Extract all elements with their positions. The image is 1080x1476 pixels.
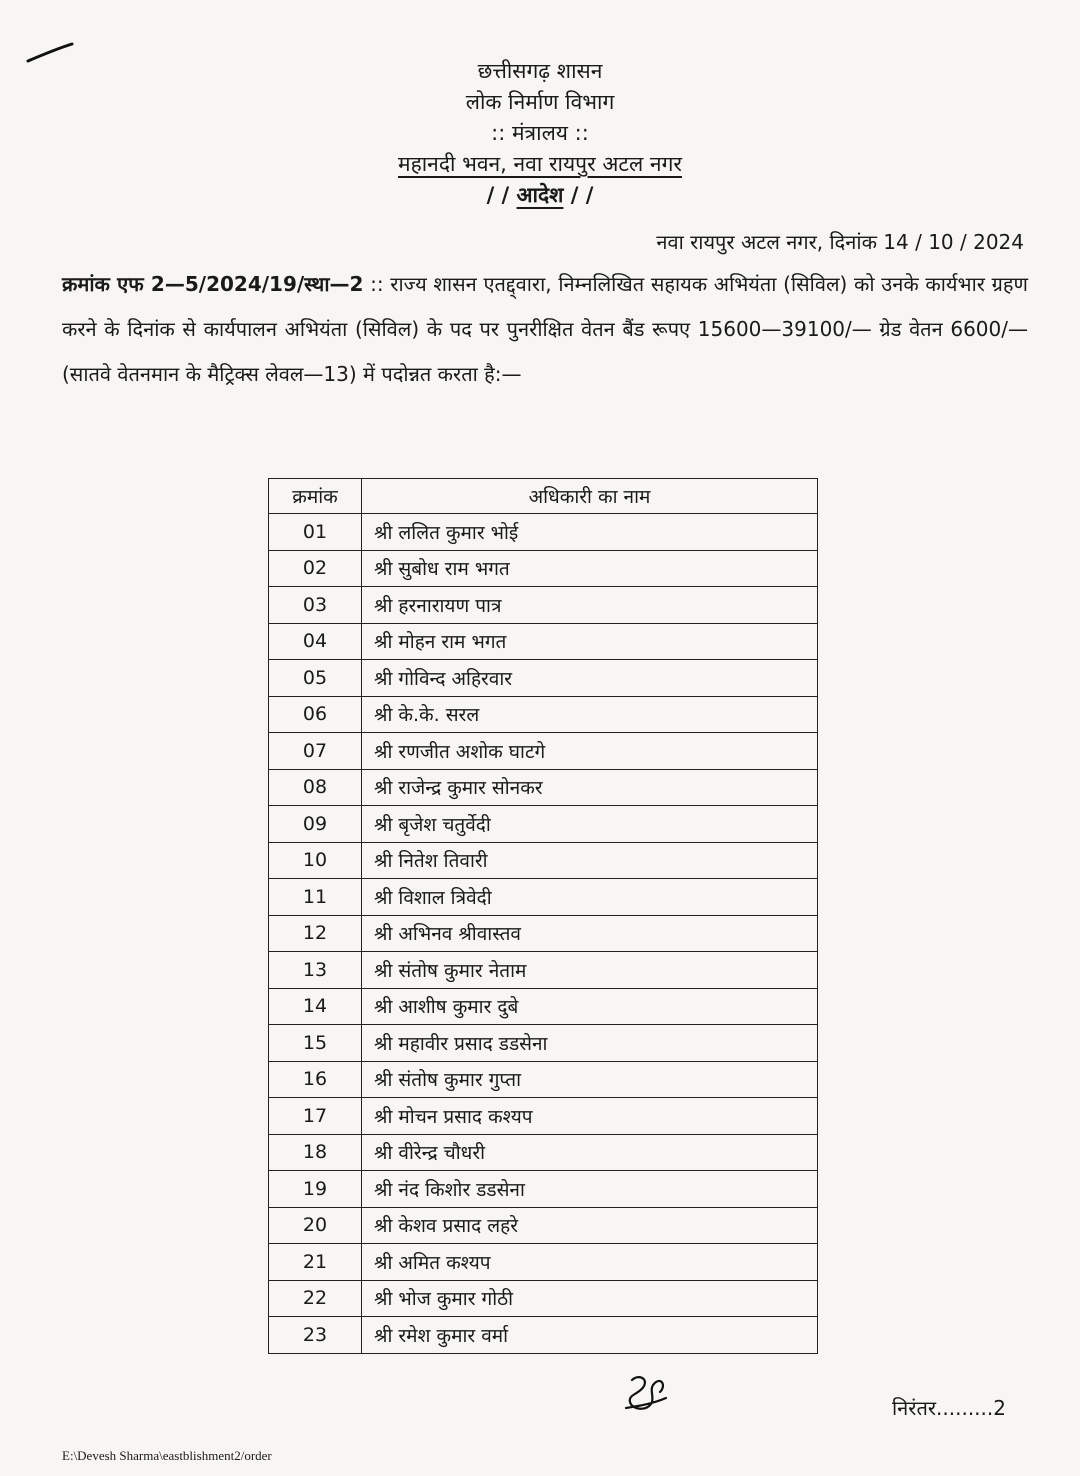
serial-number-cell: 09 [269,806,362,843]
serial-number-cell: 01 [269,514,362,551]
serial-number-cell: 22 [269,1280,362,1317]
order-body: :: राज्य शासन एतद्द्वारा, निम्नलिखित सहायक अभियंता (सिविल) को उनके कार्यभार ग्रहण करने के दिनांक से कार्यपालन अभियंता (सिविल) के पद पर पुनरीक्षित वेतन बैंड रूपए 15600—39100/— ग्रेड वेतन 6600/—(सातवे वेतनमान के मैट्रिक्स लेवल—13) में पदोन्नत करता है:— [62,272,1028,386]
table-row [269,769,818,806]
table-row [269,1061,818,1098]
table-row [269,1171,818,1208]
table-row [269,733,818,770]
serial-number-cell: 04 [269,623,362,660]
officer-name-cell: श्री विशाल त्रिवेदी [362,879,818,916]
officer-name-cell: श्री ललित कुमार भोई [362,514,818,551]
office-address: महानदी भवन, नवा रायपुर अटल नगर [398,152,682,176]
officer-name-cell: श्री अभिनव श्रीवास्तव [362,915,818,952]
serial-number-cell: 03 [269,587,362,624]
serial-number-cell: 21 [269,1244,362,1281]
serial-number-cell: 08 [269,769,362,806]
officer-name-cell: श्री राजेन्द्र कुमार सोनकर [362,769,818,806]
officer-name-cell: श्री महावीर प्रसाद डडसेना [362,1025,818,1062]
officer-name-cell: श्री संतोष कुमार गुप्ता [362,1061,818,1098]
officer-name-cell: श्री बृजेश चतुर्वेदी [362,806,818,843]
serial-number-cell: 10 [269,842,362,879]
table-row [269,1134,818,1171]
table-row [269,514,818,551]
order-paragraph [62,262,1028,397]
officer-name-cell: श्री संतोष कुमार नेताम [362,952,818,989]
government-name: छत्तीसगढ़ शासन [477,59,603,83]
table-row [269,879,818,916]
officer-name-cell: श्री गोविन्द अहिरवार [362,660,818,697]
serial-number-cell: 11 [269,879,362,916]
serial-number-cell: 23 [269,1317,362,1354]
signature-mark [618,1368,674,1416]
column-header-serial: क्रमांक [269,479,362,514]
table-row [269,915,818,952]
serial-number-cell: 05 [269,660,362,697]
officer-name-cell: श्री मोचन प्रसाद कश्यप [362,1098,818,1135]
table-row [269,696,818,733]
serial-number-cell: 07 [269,733,362,770]
officer-name-cell: श्री हरनारायण पात्र [362,587,818,624]
officers-table [268,478,818,1354]
table-row [269,660,818,697]
table-row [269,550,818,587]
serial-number-cell: 18 [269,1134,362,1171]
table-row [269,842,818,879]
serial-number-cell: 14 [269,988,362,1025]
table-row [269,806,818,843]
serial-number-cell: 06 [269,696,362,733]
table-row [269,1280,818,1317]
table-row [269,1317,818,1354]
table-row [269,587,818,624]
continued-marker: निरंतर.........2 [892,1396,1006,1420]
table-row [269,1244,818,1281]
serial-number-cell: 12 [269,915,362,952]
place-and-date: नवा रायपुर अटल नगर, दिनांक 14 / 10 / 2024 [656,230,1024,254]
order-heading [0,180,1080,211]
officer-name-cell: श्री वीरेन्द्र चौधरी [362,1134,818,1171]
order-number: क्रमांक एफ 2—5/2024/19/स्था—2 [62,272,364,296]
table-row [269,1207,818,1244]
officer-name-cell: श्री आशीष कुमार दुबे [362,988,818,1025]
letterhead [0,56,1080,211]
table-row [269,988,818,1025]
serial-number-cell: 13 [269,952,362,989]
serial-number-cell: 16 [269,1061,362,1098]
table-row [269,623,818,660]
officer-name-cell: श्री रणजीत अशोक घाटगे [362,733,818,770]
officer-name-cell: श्री के.के. सरल [362,696,818,733]
ministry-label: :: मंत्रालय :: [491,121,589,145]
officer-name-cell: श्री सुबोध राम भगत [362,550,818,587]
officer-name-cell: श्री नंद किशोर डडसेना [362,1171,818,1208]
order-heading-suffix: / / [570,183,594,207]
serial-number-cell: 17 [269,1098,362,1135]
officer-name-cell: श्री रमेश कुमार वर्मा [362,1317,818,1354]
table-row [269,952,818,989]
order-heading-word: आदेश [516,183,564,207]
officer-name-cell: श्री भोज कुमार गोठी [362,1280,818,1317]
serial-number-cell: 20 [269,1207,362,1244]
department-name: लोक निर्माण विभाग [465,90,615,114]
table-row [269,1025,818,1062]
officer-name-cell: श्री अमित कश्यप [362,1244,818,1281]
officer-name-cell: श्री मोहन राम भगत [362,623,818,660]
table-row [269,1098,818,1135]
serial-number-cell: 02 [269,550,362,587]
file-path-footer: E:\Devesh Sharma\eastblishment2/order [62,1448,272,1463]
column-header-name: अधिकारी का नाम [362,479,818,514]
serial-number-cell: 19 [269,1171,362,1208]
table-body [269,514,818,1354]
officer-name-cell: श्री केशव प्रसाद लहरे [362,1207,818,1244]
officer-name-cell: श्री नितेश तिवारी [362,842,818,879]
order-heading-prefix: / / [486,183,510,207]
table-header-row [269,479,818,514]
serial-number-cell: 15 [269,1025,362,1062]
